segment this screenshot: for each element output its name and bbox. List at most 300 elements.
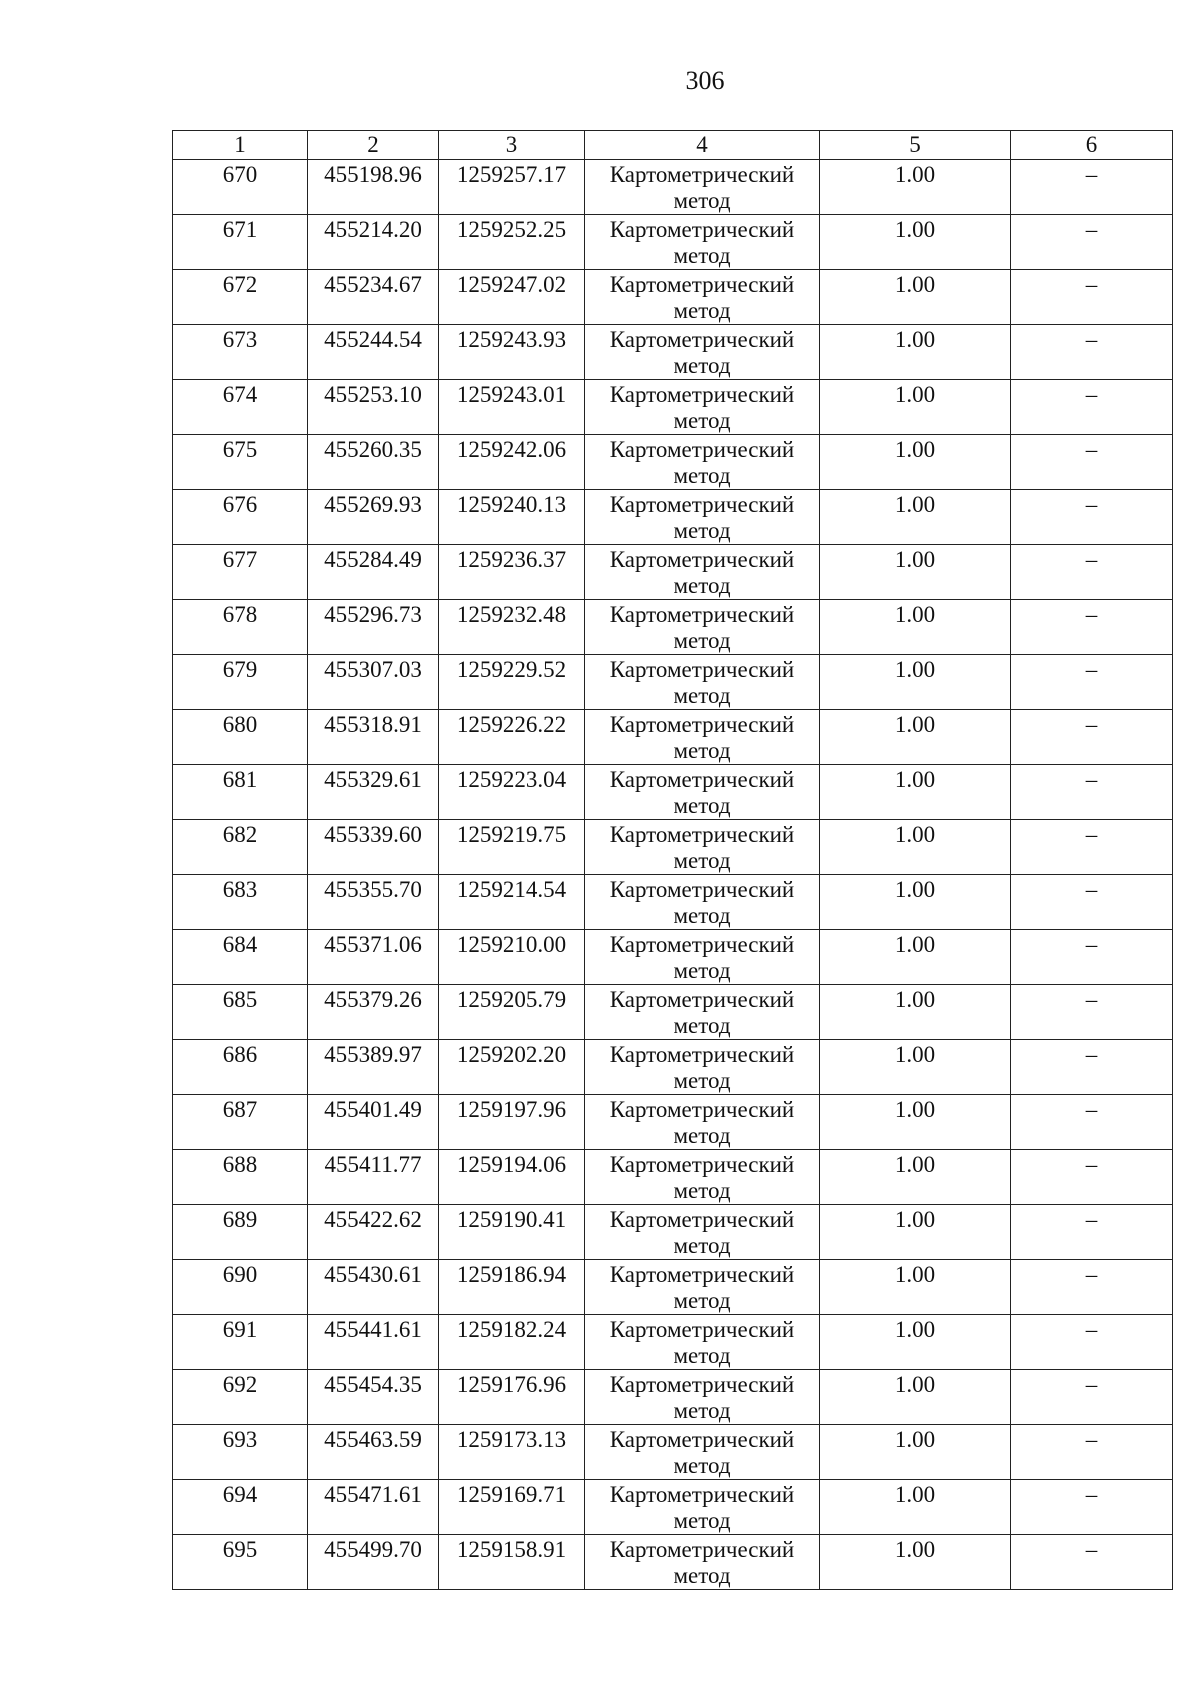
point-number-cell [173,985,308,1040]
point-number-cell [173,765,308,820]
note-cell-text: – [1085,437,1098,462]
point-number-cell [173,1095,308,1150]
point-number-cell-text: 681 [222,767,258,792]
table-row [173,1095,1173,1150]
note-cell [1011,765,1173,820]
point-number-cell-text: 695 [222,1537,258,1562]
method-cell-text: Картометрический метод [609,1317,795,1368]
accuracy-cell-text: 1.00 [894,162,936,187]
x-coordinate-cell [308,1095,439,1150]
point-number-cell-text: 671 [222,217,258,242]
accuracy-cell-text: 1.00 [894,492,936,517]
point-number-cell [173,820,308,875]
y-coordinate-cell [439,160,585,215]
accuracy-cell [820,765,1011,820]
accuracy-cell-text: 1.00 [894,1482,936,1507]
y-coordinate-cell [439,1425,585,1480]
y-coordinate-cell-text: 1259173.13 [456,1427,567,1452]
note-cell [1011,215,1173,270]
method-cell [585,1150,820,1205]
accuracy-cell [820,1205,1011,1260]
x-coordinate-cell-text: 455296.73 [324,602,422,627]
point-number-cell [173,600,308,655]
note-cell [1011,1425,1173,1480]
method-cell [585,380,820,435]
coordinates-table [172,130,1173,1590]
note-cell-text: – [1085,767,1098,792]
table-row [173,1535,1173,1590]
x-coordinate-cell [308,1425,439,1480]
method-cell [585,1535,820,1590]
table-row [173,1205,1173,1260]
accuracy-cell [820,1260,1011,1315]
method-cell [585,710,820,765]
y-coordinate-cell-text: 1259252.25 [456,217,567,242]
x-coordinate-cell [308,1315,439,1370]
point-number-cell [173,655,308,710]
accuracy-cell-text: 1.00 [894,987,936,1012]
accuracy-cell-text: 1.00 [894,217,936,242]
accuracy-cell-text: 1.00 [894,1152,936,1177]
method-cell [585,1260,820,1315]
y-coordinate-cell [439,1040,585,1095]
method-cell [585,1095,820,1150]
point-number-cell-text: 687 [222,1097,258,1122]
y-coordinate-cell [439,270,585,325]
x-coordinate-cell-text: 455318.91 [324,712,422,737]
y-coordinate-cell-text: 1259236.37 [456,547,567,572]
y-coordinate-cell-text: 1259194.06 [456,1152,567,1177]
x-coordinate-cell-text: 455307.03 [324,657,422,682]
y-coordinate-cell [439,325,585,380]
method-cell [585,600,820,655]
point-number-cell-text: 683 [222,877,258,902]
method-cell [585,1205,820,1260]
header-cell-2: 2 [308,131,439,160]
table-row [173,380,1173,435]
method-cell-text: Картометрический метод [609,1537,795,1588]
table-row [173,985,1173,1040]
table-row [173,160,1173,215]
note-cell [1011,1150,1173,1205]
x-coordinate-cell-text: 455422.62 [324,1207,422,1232]
x-coordinate-cell-text: 455441.61 [324,1317,422,1342]
x-coordinate-cell-text: 455284.49 [324,547,422,572]
method-cell [585,875,820,930]
note-cell-text: – [1085,1427,1098,1452]
point-number-cell [173,1040,308,1095]
x-coordinate-cell-text: 455234.67 [324,272,422,297]
note-cell [1011,1480,1173,1535]
y-coordinate-cell [439,1480,585,1535]
y-coordinate-cell-text: 1259202.20 [456,1042,567,1067]
point-number-cell [173,1260,308,1315]
y-coordinate-cell [439,545,585,600]
method-cell [585,435,820,490]
note-cell-text: – [1085,1262,1098,1287]
accuracy-cell [820,435,1011,490]
method-cell-text: Картометрический метод [609,1152,795,1203]
method-cell [585,160,820,215]
note-cell-text: – [1085,1537,1098,1562]
method-cell-text: Картометрический метод [609,767,795,818]
point-number-cell [173,1150,308,1205]
note-cell [1011,435,1173,490]
method-cell [585,490,820,545]
point-number-cell-text: 677 [222,547,258,572]
note-cell [1011,490,1173,545]
table-body [173,160,1173,1590]
note-cell-text: – [1085,382,1098,407]
method-cell [585,655,820,710]
point-number-cell-text: 676 [222,492,258,517]
table-row [173,600,1173,655]
point-number-cell-text: 685 [222,987,258,1012]
note-cell-text: – [1085,1317,1098,1342]
method-cell-text: Картометрический метод [609,877,795,928]
method-cell-text: Картометрический метод [609,1372,795,1423]
x-coordinate-cell [308,820,439,875]
accuracy-cell [820,1040,1011,1095]
y-coordinate-cell [439,435,585,490]
point-number-cell-text: 690 [222,1262,258,1287]
y-coordinate-cell [439,1535,585,1590]
note-cell-text: – [1085,877,1098,902]
note-cell [1011,1205,1173,1260]
method-cell [585,545,820,600]
point-number-cell-text: 691 [222,1317,258,1342]
x-coordinate-cell [308,160,439,215]
x-coordinate-cell-text: 455379.26 [324,987,422,1012]
y-coordinate-cell [439,215,585,270]
point-number-cell [173,1205,308,1260]
y-coordinate-cell-text: 1259169.71 [456,1482,567,1507]
accuracy-cell-text: 1.00 [894,1427,936,1452]
method-cell-text: Картометрический метод [609,932,795,983]
x-coordinate-cell-text: 455499.70 [324,1537,422,1562]
point-number-cell-text: 684 [222,932,258,957]
x-coordinate-cell-text: 455253.10 [324,382,422,407]
note-cell-text: – [1085,1042,1098,1067]
x-coordinate-cell [308,1370,439,1425]
y-coordinate-cell-text: 1259243.93 [456,327,567,352]
method-cell-text: Картометрический метод [609,547,795,598]
accuracy-cell [820,490,1011,545]
note-cell-text: – [1085,712,1098,737]
accuracy-cell-text: 1.00 [894,657,936,682]
x-coordinate-cell [308,545,439,600]
header-cell-5: 5 [820,131,1011,160]
x-coordinate-cell-text: 455463.59 [324,1427,422,1452]
table-row [173,820,1173,875]
x-coordinate-cell-text: 455198.96 [324,162,422,187]
x-coordinate-cell [308,490,439,545]
accuracy-cell-text: 1.00 [894,327,936,352]
accuracy-cell [820,545,1011,600]
accuracy-cell [820,1315,1011,1370]
point-number-cell [173,325,308,380]
y-coordinate-cell-text: 1259247.02 [456,272,567,297]
y-coordinate-cell-text: 1259232.48 [456,602,567,627]
method-cell-text: Картометрический метод [609,657,795,708]
y-coordinate-cell-text: 1259257.17 [456,162,567,187]
table-row [173,875,1173,930]
note-cell-text: – [1085,1152,1098,1177]
accuracy-cell [820,325,1011,380]
y-coordinate-cell-text: 1259243.01 [456,382,567,407]
accuracy-cell [820,1425,1011,1480]
x-coordinate-cell-text: 455339.60 [324,822,422,847]
accuracy-cell-text: 1.00 [894,1097,936,1122]
method-cell [585,1480,820,1535]
accuracy-cell-text: 1.00 [894,1262,936,1287]
x-coordinate-cell [308,875,439,930]
table-row [173,325,1173,380]
x-coordinate-cell [308,1480,439,1535]
x-coordinate-cell [308,1150,439,1205]
x-coordinate-cell [308,380,439,435]
point-number-cell-text: 679 [222,657,258,682]
point-number-cell [173,490,308,545]
header-cell-6: 6 [1011,131,1173,160]
note-cell [1011,710,1173,765]
point-number-cell-text: 693 [222,1427,258,1452]
note-cell-text: – [1085,987,1098,1012]
table-row [173,1315,1173,1370]
note-cell-text: – [1085,162,1098,187]
accuracy-cell-text: 1.00 [894,767,936,792]
note-cell [1011,600,1173,655]
table-row [173,435,1173,490]
accuracy-cell [820,985,1011,1040]
point-number-cell-text: 692 [222,1372,258,1397]
method-cell-text: Картометрический метод [609,602,795,653]
method-cell-text: Картометрический метод [609,987,795,1038]
accuracy-cell-text: 1.00 [894,272,936,297]
x-coordinate-cell [308,270,439,325]
method-cell-text: Картометрический метод [609,1482,795,1533]
point-number-cell-text: 673 [222,327,258,352]
note-cell [1011,160,1173,215]
table-row [173,270,1173,325]
y-coordinate-cell-text: 1259214.54 [456,877,567,902]
accuracy-cell [820,820,1011,875]
table-row [173,655,1173,710]
note-cell-text: – [1085,602,1098,627]
accuracy-cell-text: 1.00 [894,1042,936,1067]
point-number-cell [173,435,308,490]
y-coordinate-cell-text: 1259158.91 [456,1537,567,1562]
y-coordinate-cell [439,710,585,765]
y-coordinate-cell-text: 1259240.13 [456,492,567,517]
header-cell-3: 3 [439,131,585,160]
method-cell [585,1370,820,1425]
x-coordinate-cell [308,1535,439,1590]
note-cell [1011,930,1173,985]
note-cell-text: – [1085,1482,1098,1507]
note-cell [1011,1095,1173,1150]
point-number-cell [173,1425,308,1480]
point-number-cell-text: 680 [222,712,258,737]
note-cell-text: – [1085,822,1098,847]
y-coordinate-cell-text: 1259205.79 [456,987,567,1012]
y-coordinate-cell-text: 1259190.41 [456,1207,567,1232]
y-coordinate-cell-text: 1259176.96 [456,1372,567,1397]
method-cell-text: Картометрический метод [609,437,795,488]
method-cell [585,270,820,325]
x-coordinate-cell-text: 455411.77 [324,1152,422,1177]
note-cell [1011,985,1173,1040]
method-cell [585,765,820,820]
method-cell [585,985,820,1040]
x-coordinate-cell [308,1040,439,1095]
point-number-cell-text: 672 [222,272,258,297]
method-cell-text: Картометрический метод [609,1042,795,1093]
y-coordinate-cell-text: 1259182.24 [456,1317,567,1342]
method-cell-text: Картометрический метод [609,712,795,763]
note-cell-text: – [1085,492,1098,517]
y-coordinate-cell [439,1205,585,1260]
accuracy-cell [820,1150,1011,1205]
x-coordinate-cell [308,765,439,820]
accuracy-cell [820,1095,1011,1150]
x-coordinate-cell-text: 455430.61 [324,1262,422,1287]
method-cell [585,820,820,875]
note-cell [1011,1260,1173,1315]
y-coordinate-cell [439,820,585,875]
method-cell-text: Картометрический метод [609,1262,795,1313]
point-number-cell-text: 694 [222,1482,258,1507]
x-coordinate-cell-text: 455389.97 [324,1042,422,1067]
y-coordinate-cell-text: 1259242.06 [456,437,567,462]
header-cell-1: 1 [173,131,308,160]
x-coordinate-cell-text: 455471.61 [324,1482,422,1507]
table-header [173,131,1173,160]
y-coordinate-cell-text: 1259226.22 [456,712,567,737]
y-coordinate-cell [439,875,585,930]
accuracy-cell-text: 1.00 [894,437,936,462]
accuracy-cell-text: 1.00 [894,1537,936,1562]
table-row [173,1040,1173,1095]
y-coordinate-cell [439,600,585,655]
x-coordinate-cell [308,435,439,490]
accuracy-cell-text: 1.00 [894,547,936,572]
point-number-cell-text: 689 [222,1207,258,1232]
note-cell [1011,1040,1173,1095]
accuracy-cell [820,380,1011,435]
x-coordinate-cell-text: 455454.35 [324,1372,422,1397]
accuracy-cell [820,930,1011,985]
header-row [173,131,1173,160]
y-coordinate-cell-text: 1259210.00 [456,932,567,957]
point-number-cell-text: 674 [222,382,258,407]
table-row [173,545,1173,600]
x-coordinate-cell-text: 455269.93 [324,492,422,517]
note-cell [1011,820,1173,875]
point-number-cell [173,1535,308,1590]
y-coordinate-cell [439,765,585,820]
accuracy-cell [820,1480,1011,1535]
method-cell-text: Картометрический метод [609,217,795,268]
point-number-cell [173,930,308,985]
accuracy-cell [820,215,1011,270]
accuracy-cell [820,875,1011,930]
x-coordinate-cell-text: 455355.70 [324,877,422,902]
x-coordinate-cell [308,985,439,1040]
point-number-cell [173,545,308,600]
accuracy-cell [820,160,1011,215]
table-row [173,1150,1173,1205]
method-cell-text: Картометрический метод [609,1427,795,1478]
point-number-cell-text: 670 [222,162,258,187]
x-coordinate-cell [308,1260,439,1315]
note-cell-text: – [1085,1097,1098,1122]
y-coordinate-cell [439,490,585,545]
note-cell-text: – [1085,1207,1098,1232]
table-row [173,1260,1173,1315]
point-number-cell [173,270,308,325]
accuracy-cell [820,1370,1011,1425]
y-coordinate-cell [439,1260,585,1315]
point-number-cell [173,1315,308,1370]
accuracy-cell [820,600,1011,655]
point-number-cell-text: 682 [222,822,258,847]
point-number-cell-text: 688 [222,1152,258,1177]
note-cell [1011,1370,1173,1425]
method-cell-text: Картометрический метод [609,327,795,378]
y-coordinate-cell-text: 1259219.75 [456,822,567,847]
y-coordinate-cell [439,1095,585,1150]
accuracy-cell-text: 1.00 [894,932,936,957]
y-coordinate-cell [439,1150,585,1205]
table-row [173,490,1173,545]
accuracy-cell [820,710,1011,765]
point-number-cell [173,160,308,215]
y-coordinate-cell [439,1315,585,1370]
y-coordinate-cell [439,985,585,1040]
x-coordinate-cell [308,710,439,765]
accuracy-cell-text: 1.00 [894,1372,936,1397]
note-cell-text: – [1085,272,1098,297]
note-cell-text: – [1085,327,1098,352]
note-cell [1011,875,1173,930]
y-coordinate-cell [439,930,585,985]
table-row [173,1370,1173,1425]
x-coordinate-cell [308,325,439,380]
method-cell-text: Картометрический метод [609,1097,795,1148]
method-cell [585,930,820,985]
point-number-cell [173,1480,308,1535]
y-coordinate-cell [439,655,585,710]
y-coordinate-cell [439,1370,585,1425]
x-coordinate-cell-text: 455214.20 [324,217,422,242]
method-cell-text: Картометрический метод [609,272,795,323]
note-cell-text: – [1085,547,1098,572]
method-cell [585,325,820,380]
point-number-cell [173,710,308,765]
y-coordinate-cell-text: 1259223.04 [456,767,567,792]
note-cell [1011,1315,1173,1370]
accuracy-cell-text: 1.00 [894,712,936,737]
method-cell-text: Картометрический метод [609,492,795,543]
table-row [173,215,1173,270]
accuracy-cell-text: 1.00 [894,382,936,407]
point-number-cell [173,875,308,930]
point-number-cell-text: 686 [222,1042,258,1067]
accuracy-cell [820,270,1011,325]
method-cell [585,1425,820,1480]
table-row [173,1425,1173,1480]
